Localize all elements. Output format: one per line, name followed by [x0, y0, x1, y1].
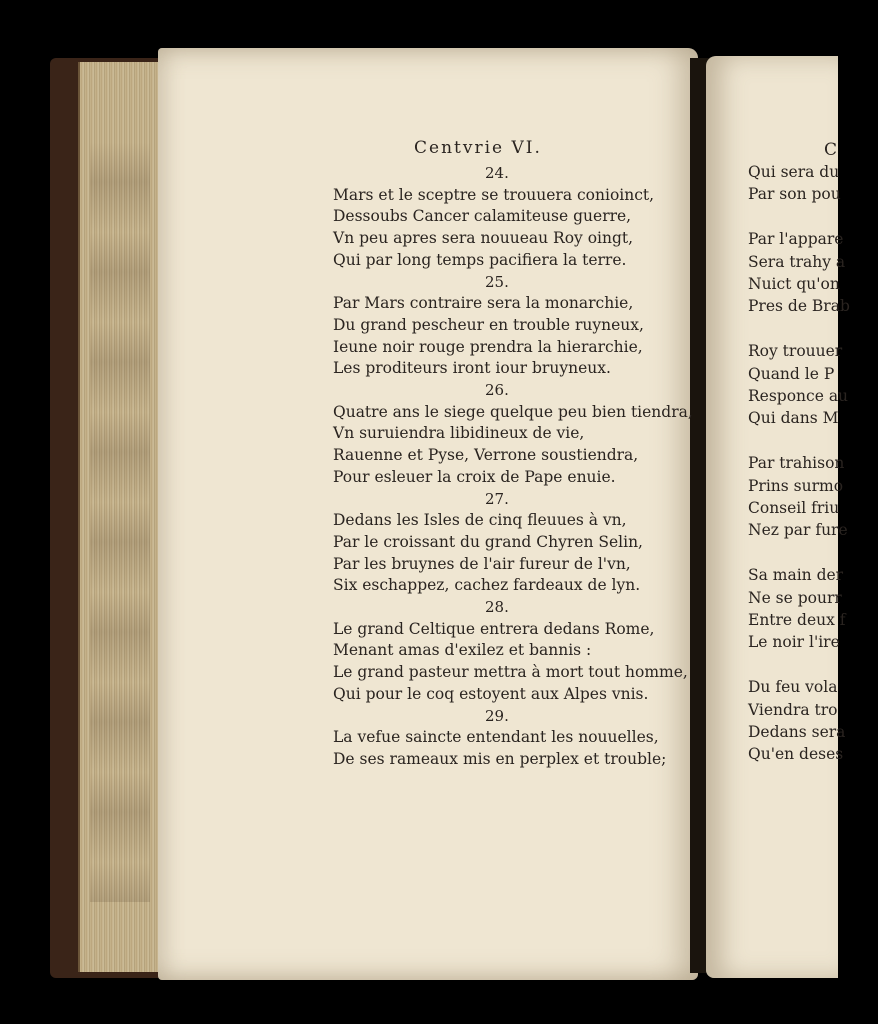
- right-verse-line: Sera trahy a: [748, 252, 846, 271]
- verse-line: Rauenne et Pyse, Verrone soustiendra,: [333, 446, 639, 465]
- stanza-number: 27.: [485, 489, 509, 508]
- right-verse-line: Sa main der: [748, 566, 844, 585]
- right-verse-line: Viendra tro: [748, 700, 838, 719]
- right-page-heading: C: [824, 140, 840, 160]
- right-verse-line: Nez par fure: [748, 521, 848, 540]
- verse-line: Vn peu apres sera nouueau Roy oingt,: [333, 229, 634, 248]
- right-page: [706, 56, 850, 978]
- right-verse-line: Dedans sera: [748, 723, 846, 741]
- verse-line: Dessoubs Cancer calamiteuse guerre,: [333, 207, 632, 226]
- verse-line: La vefue saincte entendant les nouuelles,: [333, 728, 659, 747]
- verse-line: Dedans les Isles de cinq fleuues à vn,: [333, 511, 627, 530]
- verse-line: Le grand Celtique entrera dedans Rome,: [333, 619, 655, 638]
- stanza-number: 25.: [485, 272, 509, 291]
- right-verse-line: Roy trouuer: [748, 342, 843, 361]
- stanza-number: 28.: [485, 598, 509, 616]
- right-verse-line: Responce au: [748, 387, 849, 405]
- right-verse-line: Par trahison: [748, 454, 845, 473]
- verse-line: Pour esleuer la croix de Pape enuie.: [333, 467, 616, 486]
- page-heading: Centvrie VI.: [414, 138, 542, 158]
- verse-line: Vn suruiendra libidineux de vie,: [333, 424, 585, 443]
- right-verse-line: Pres de Brab: [748, 297, 850, 316]
- right-verse-line: Qu'en deses: [748, 745, 844, 764]
- verse-line: Mars et le sceptre se trouuera conioinct,: [333, 185, 655, 204]
- verse-line: Quatre ans le siege quelque peu bien tiendra,: [333, 402, 693, 421]
- stanza-number: 29.: [485, 706, 509, 725]
- verse-line: Par les bruynes de l'air fureur de l'vn,: [333, 554, 631, 573]
- verse-line: Les proditeurs iront iour bruyneux.: [333, 359, 611, 378]
- verse-line: Qui pour le coq estoyent aux Alpes vnis.: [333, 684, 649, 703]
- verse-line: Par le croissant du grand Chyren Selin,: [333, 532, 643, 551]
- right-verse-line: Qui sera du: [748, 163, 840, 181]
- verse-line: De ses rameaux mis en perplex et trouble;: [333, 749, 667, 768]
- verse-line: Menant amas d'exilez et bannis :: [333, 641, 592, 660]
- right-verse-line: Ne se pourr: [748, 588, 842, 607]
- right-verse-line: Le noir l'ire: [748, 633, 840, 652]
- right-verse-line: Conseil friu: [748, 499, 840, 517]
- right-verse-line: Nuict qu'on: [748, 275, 840, 293]
- right-verse-line: Quand le P: [748, 364, 835, 383]
- right-verse-line: Prins surmo: [748, 476, 844, 495]
- verse-line: Ieune noir rouge prendra la hierarchie,: [333, 337, 643, 356]
- right-verse-line: Du feu vola: [748, 678, 838, 697]
- right-verse-line: Entre deux f: [748, 611, 846, 629]
- stanza-number: 26.: [485, 381, 509, 399]
- right-verse-line: Par son pou: [748, 185, 841, 204]
- right-verse-line: Qui dans M: [748, 409, 839, 428]
- verse-line: Par Mars contraire sera la monarchie,: [333, 294, 634, 313]
- verse-line: Qui par long temps pacifiera la terre.: [333, 250, 627, 269]
- verse-line: Six eschappez, cachez fardeaux de lyn.: [333, 576, 641, 595]
- verse-line: Du grand pescheur en trouble ruyneux,: [333, 315, 644, 334]
- verse-line: Le grand pasteur mettra à mort tout homme,: [333, 663, 688, 682]
- right-verse-line: Par l'appare: [748, 230, 844, 249]
- stanza-number: 24.: [485, 164, 509, 182]
